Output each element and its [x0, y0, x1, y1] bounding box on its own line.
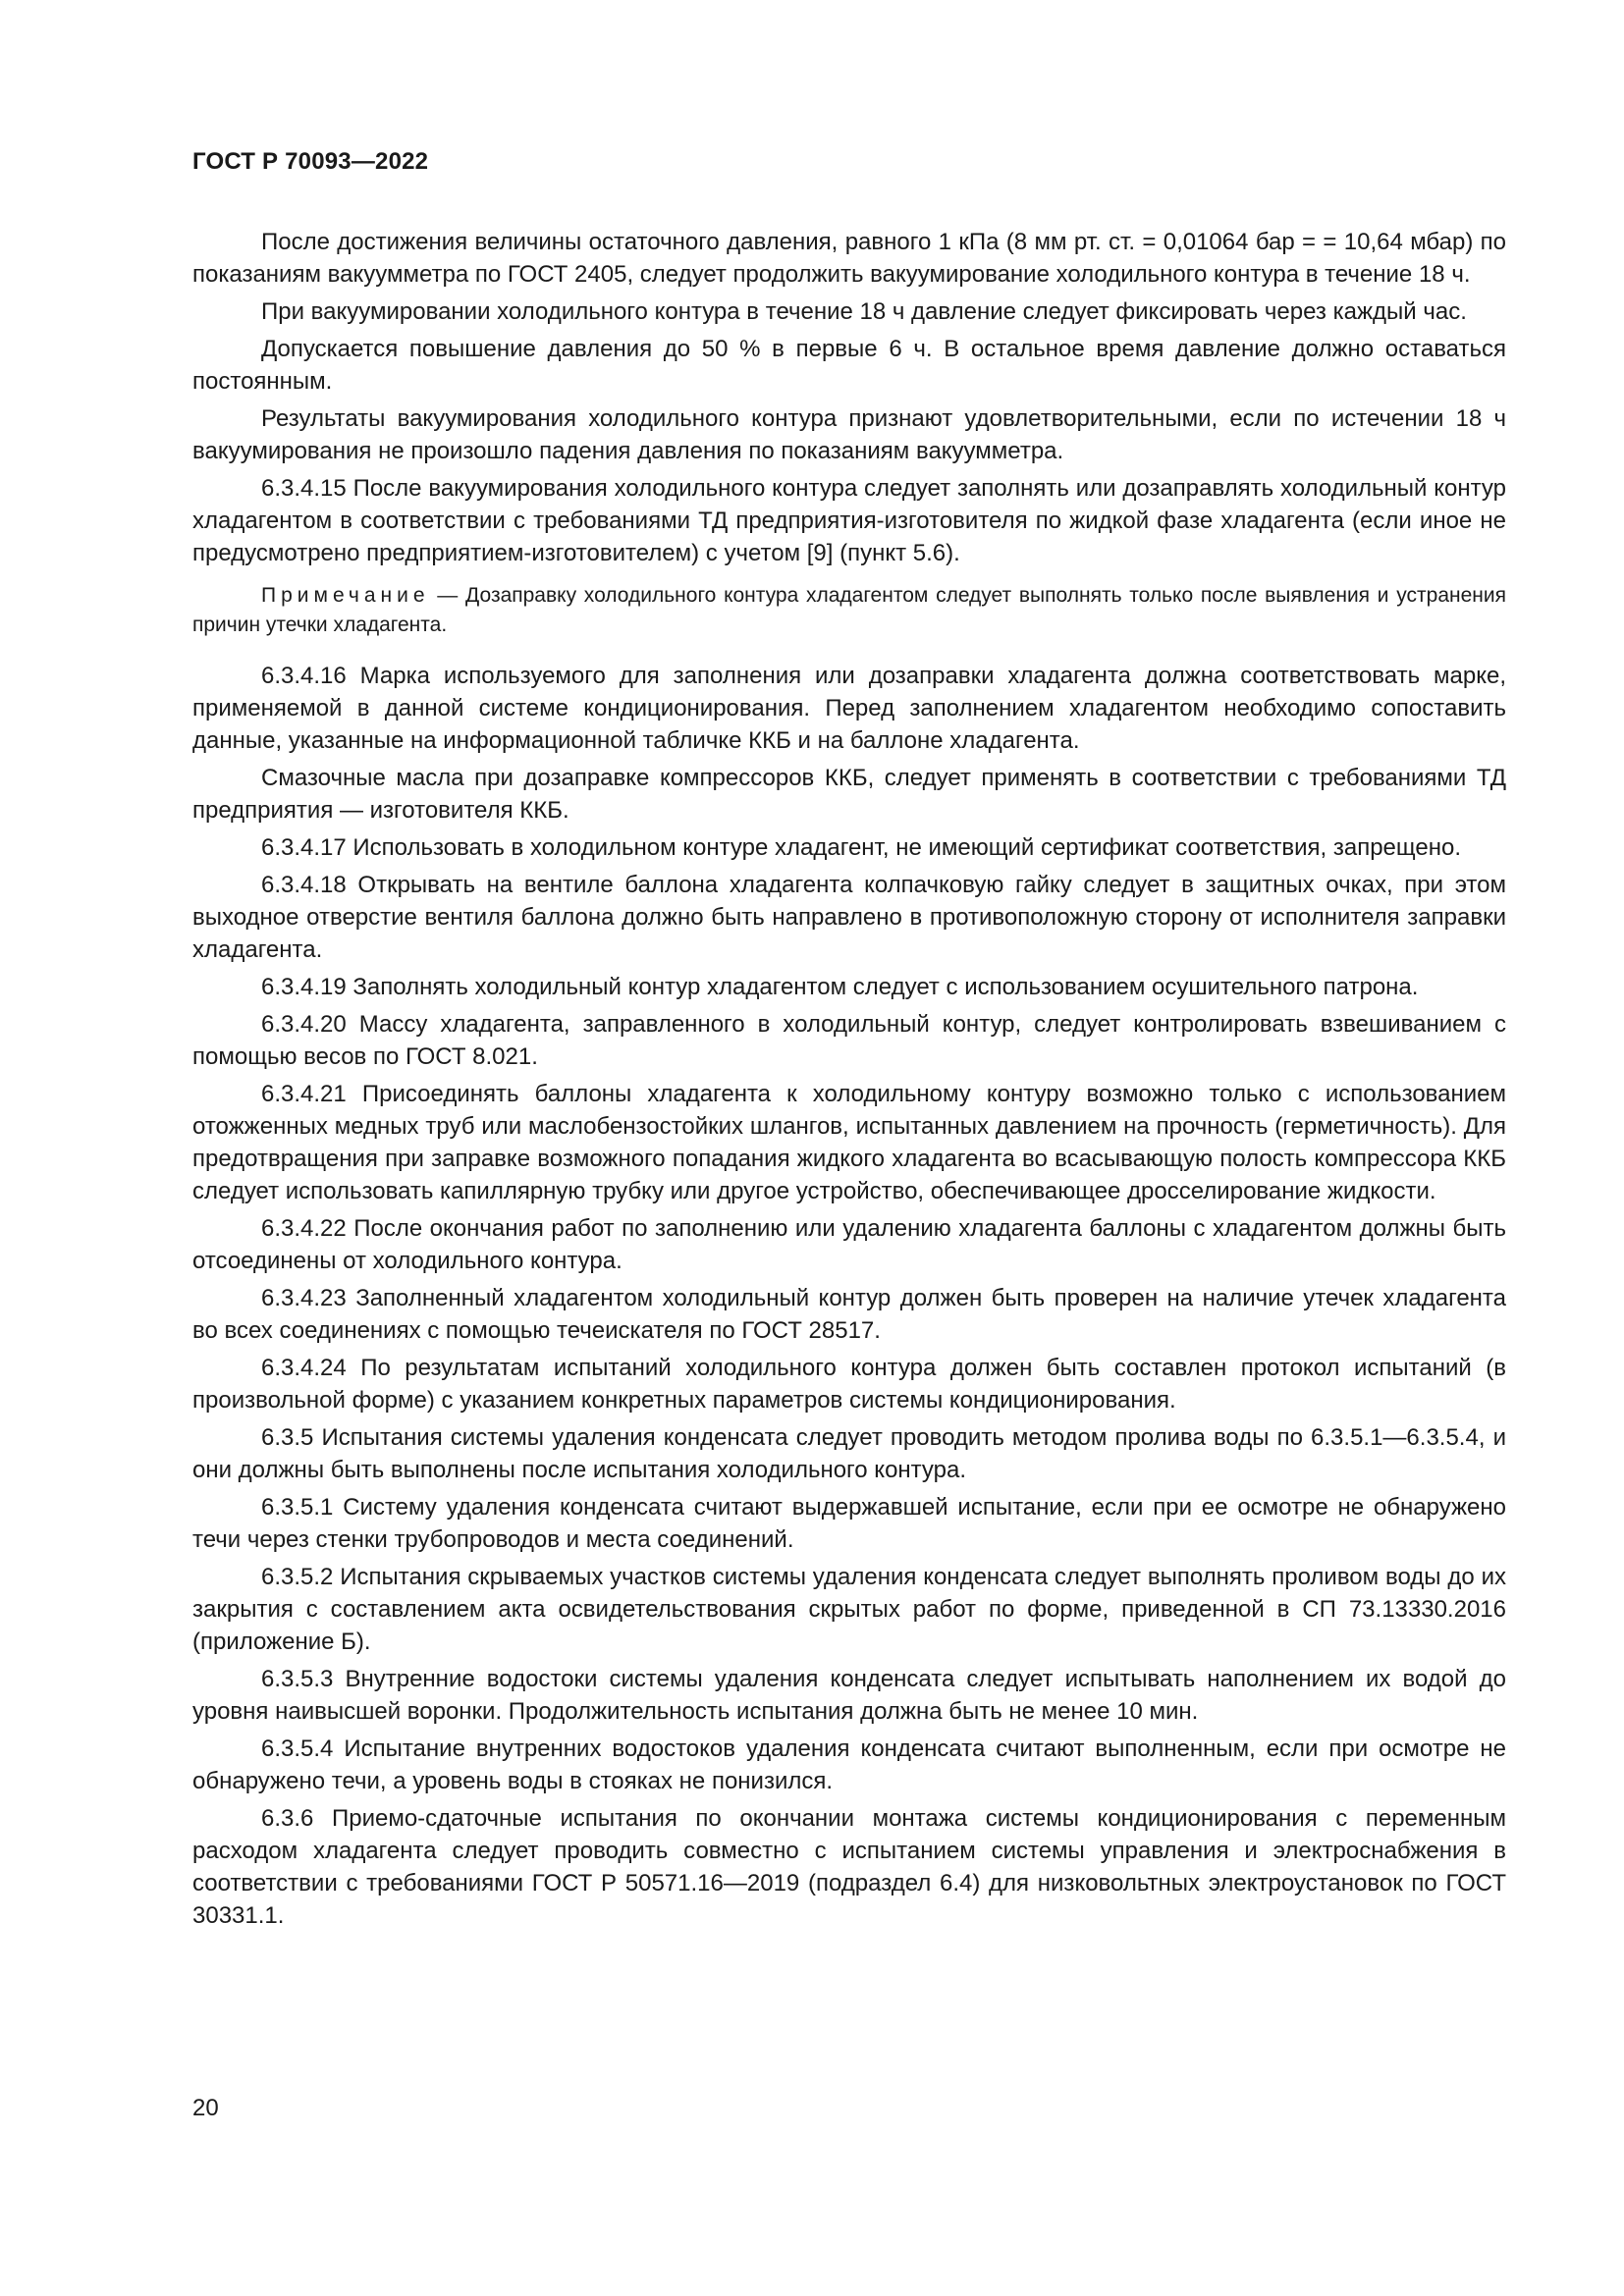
document-header: ГОСТ Р 70093—2022 — [192, 148, 429, 175]
paragraph-6-3-4-22: 6.3.4.22 После окончания работ по заполнению или удалению хладагента баллоны с хладагентом должны быть отсоединены от холодильного контура. — [192, 1215, 1506, 1274]
paragraph-6-3-5-2: 6.3.5.2 Испытания скрываемых участков системы удаления конденсата следует выполнять проливом воды до их закрытия с составлением акта освидетельствования скрытых работ по форме, приведенной в СП 73.13330.2016 (приложение Б). — [192, 1564, 1506, 1655]
paragraph-6-3-5-3: 6.3.5.3 Внутренние водостоки системы удаления конденсата следует испытывать наполнением их водой до уровня наивысшей воронки. Продолжительность испытания должна быть не менее 10 мин. — [192, 1666, 1506, 1725]
note — [192, 581, 1506, 640]
paragraph-6-3-4-19: 6.3.4.19 Заполнять холодильный контур хладагентом следует с использованием осушительного патрона. — [261, 974, 1419, 1000]
paragraph-6-3-4-16: 6.3.4.16 Марка используемого для заполнения или дозаправки хладагента должна соответствовать марке, применяемой в данной системе кондиционирования. Перед заполнением хладагентом необходимо сопоставить данные, указанные на информационной табличке ККБ и на баллоне хладагента. — [192, 663, 1506, 754]
paragraph-6-3-4-18: 6.3.4.18 Открывать на вентиле баллона хладагента колпачковую гайку следует в защитных очках, при этом выходное отверстие вентиля баллона должно быть направлено в противоположную сторону от исполнителя заправки хладагента. — [192, 872, 1506, 963]
page-number: 20 — [192, 2095, 219, 2121]
paragraph-6-3-4-20: 6.3.4.20 Массу хладагента, заправленного в холодильный контур, следует контролировать взвешиванием с помощью весов по ГОСТ 8.021. — [192, 1011, 1506, 1070]
paragraph-6-3-4-15: 6.3.4.15 После вакуумирования холодильного контура следует заполнять или дозаправлять холодильный контур хладагентом в соответствии с требованиями ТД предприятия-изготовителя по жидкой фазе хладагента (если иное не предусмотрено предприятием-изготовителем) с учетом [9] (пункт 5.6). — [192, 475, 1506, 566]
document-body — [192, 226, 1506, 1937]
paragraph-6-3-5: 6.3.5 Испытания системы удаления конденсата следует проводить методом пролива воды по 6.3.5.1—6.3.5.4, и они должны быть выполнены после испытания холодильного контура. — [192, 1424, 1506, 1483]
paragraph-6-3-4-17: 6.3.4.17 Использовать в холодильном контуре хладагент, не имеющий сертификат соответствия, запрещено. — [261, 834, 1461, 861]
paragraph-6-3-4-24: 6.3.4.24 По результатам испытаний холодильного контура должен быть составлен протокол испытаний (в произвольной форме) с указанием конкретных параметров системы кондиционирования. — [192, 1355, 1506, 1414]
paragraph: Результаты вакуумирования холодильного контура признают удовлетворительными, если по истечении 18 ч вакуумирования не произошло падения давления по показаниям вакуумметра. — [192, 405, 1506, 464]
paragraph-6-3-5-4: 6.3.5.4 Испытание внутренних водостоков удаления конденсата считают выполненным, если при осмотре не обнаружено течи, а уровень воды в стояках не понизился. — [192, 1735, 1506, 1794]
paragraph: После достижения величины остаточного давления, равного 1 кПа (8 мм рт. ст. = 0,01064 бар = = 10,64 мбар) по показаниям вакуумметра по ГОСТ 2405, следует продолжить вакуумирование холодильного контура в течение 18 ч. — [192, 229, 1506, 288]
paragraph: Смазочные масла при дозаправке компрессоров ККБ, следует применять в соответствии с требованиями ТД предприятия — изготовителя ККБ. — [192, 765, 1506, 824]
note-label: Примечание — [261, 584, 430, 607]
note-text: — Дозаправку холодильного контура хладагентом следует выполнять только после выявления и устранения причин утечки хладагента. — [192, 584, 1506, 636]
paragraph-6-3-5-1: 6.3.5.1 Систему удаления конденсата считают выдержавшей испытание, если при ее осмотре не обнаружено течи через стенки трубопроводов и места соединений. — [192, 1494, 1506, 1553]
paragraph-6-3-4-23: 6.3.4.23 Заполненный хладагентом холодильный контур должен быть проверен на наличие утечек хладагента во всех соединениях с помощью течеискателя по ГОСТ 28517. — [192, 1285, 1506, 1344]
paragraph-6-3-4-21: 6.3.4.21 Присоединять баллоны хладагента к холодильному контуру возможно только с использованием отожженных медных труб или маслобензостойких шлангов, испытанных давлением на прочность (герметичность). Для предотвращения при заправке возможного попадания жидкого хладагента во всасывающую полость компрессора ККБ следует использовать капиллярную трубку или другое устройство, обеспечивающее дросселирование жидкости. — [192, 1081, 1506, 1204]
paragraph-6-3-6: 6.3.6 Приемо-сдаточные испытания по окончании монтажа системы кондиционирования с переменным расходом хладагента следует проводить совместно с испытанием системы управления и электроснабжения в соответствии с требованиями ГОСТ Р 50571.16—2019 (подраздел 6.4) для низковольтных электроустановок по ГОСТ 30331.1. — [192, 1805, 1506, 1929]
paragraph: При вакуумировании холодильного контура в течение 18 ч давление следует фиксировать через каждый час. — [261, 298, 1467, 325]
paragraph: Допускается повышение давления до 50 % в первые 6 ч. В остальное время давление должно оставаться постоянным. — [192, 336, 1506, 395]
